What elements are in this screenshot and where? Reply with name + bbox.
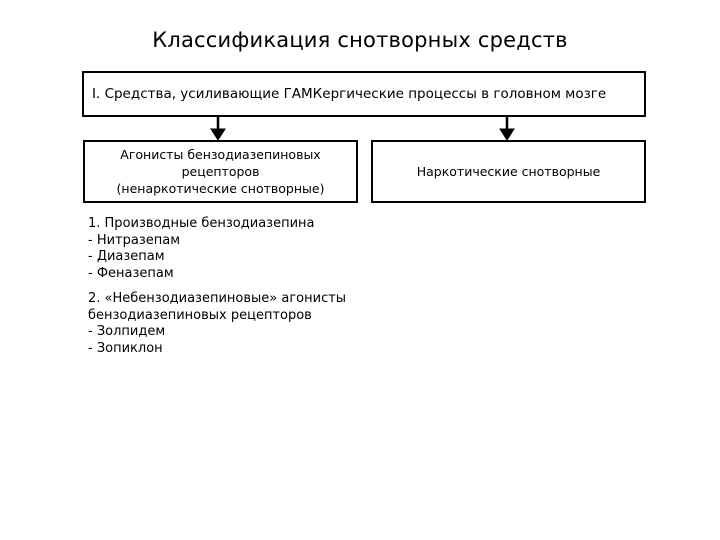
list-item: - Диазепам [88, 249, 165, 264]
non-benzodiazepine-agonists-list [88, 291, 346, 357]
list-item: - Зопиклон [88, 340, 163, 356]
arrow-to-narcotic [500, 117, 514, 140]
list-item: - Золпидем [88, 324, 166, 339]
arrow-to-agonists [211, 117, 225, 140]
list-item: - Феназепам [88, 265, 174, 281]
narcotic-box [371, 140, 646, 203]
list-heading: 2. «Небензодиазепиновые» агонисты [88, 291, 347, 306]
benzodiazepine-derivatives-list [88, 216, 314, 282]
main-class-label: I. Средства, усиливающие ГАМКергические процессы в головном мозге [92, 86, 607, 102]
list-heading: 1. Производные бензодиазепина [88, 216, 315, 231]
page-title: Классификация снотворных средств [152, 28, 568, 52]
list-item: - Нитразепам [88, 232, 181, 248]
agonists-box [83, 140, 358, 203]
agonists-box-line-3: (ненаркотические снотворные) [116, 181, 325, 196]
agonists-box-line-2: рецепторов [181, 164, 260, 179]
main-class-box [82, 71, 646, 117]
agonists-box-line-1: Агонисты бензодиазепиновых [120, 147, 321, 162]
narcotic-box-label: Наркотические снотворные [416, 164, 601, 179]
list-heading-continued: бензодиазепиновых рецепторов [88, 307, 312, 323]
